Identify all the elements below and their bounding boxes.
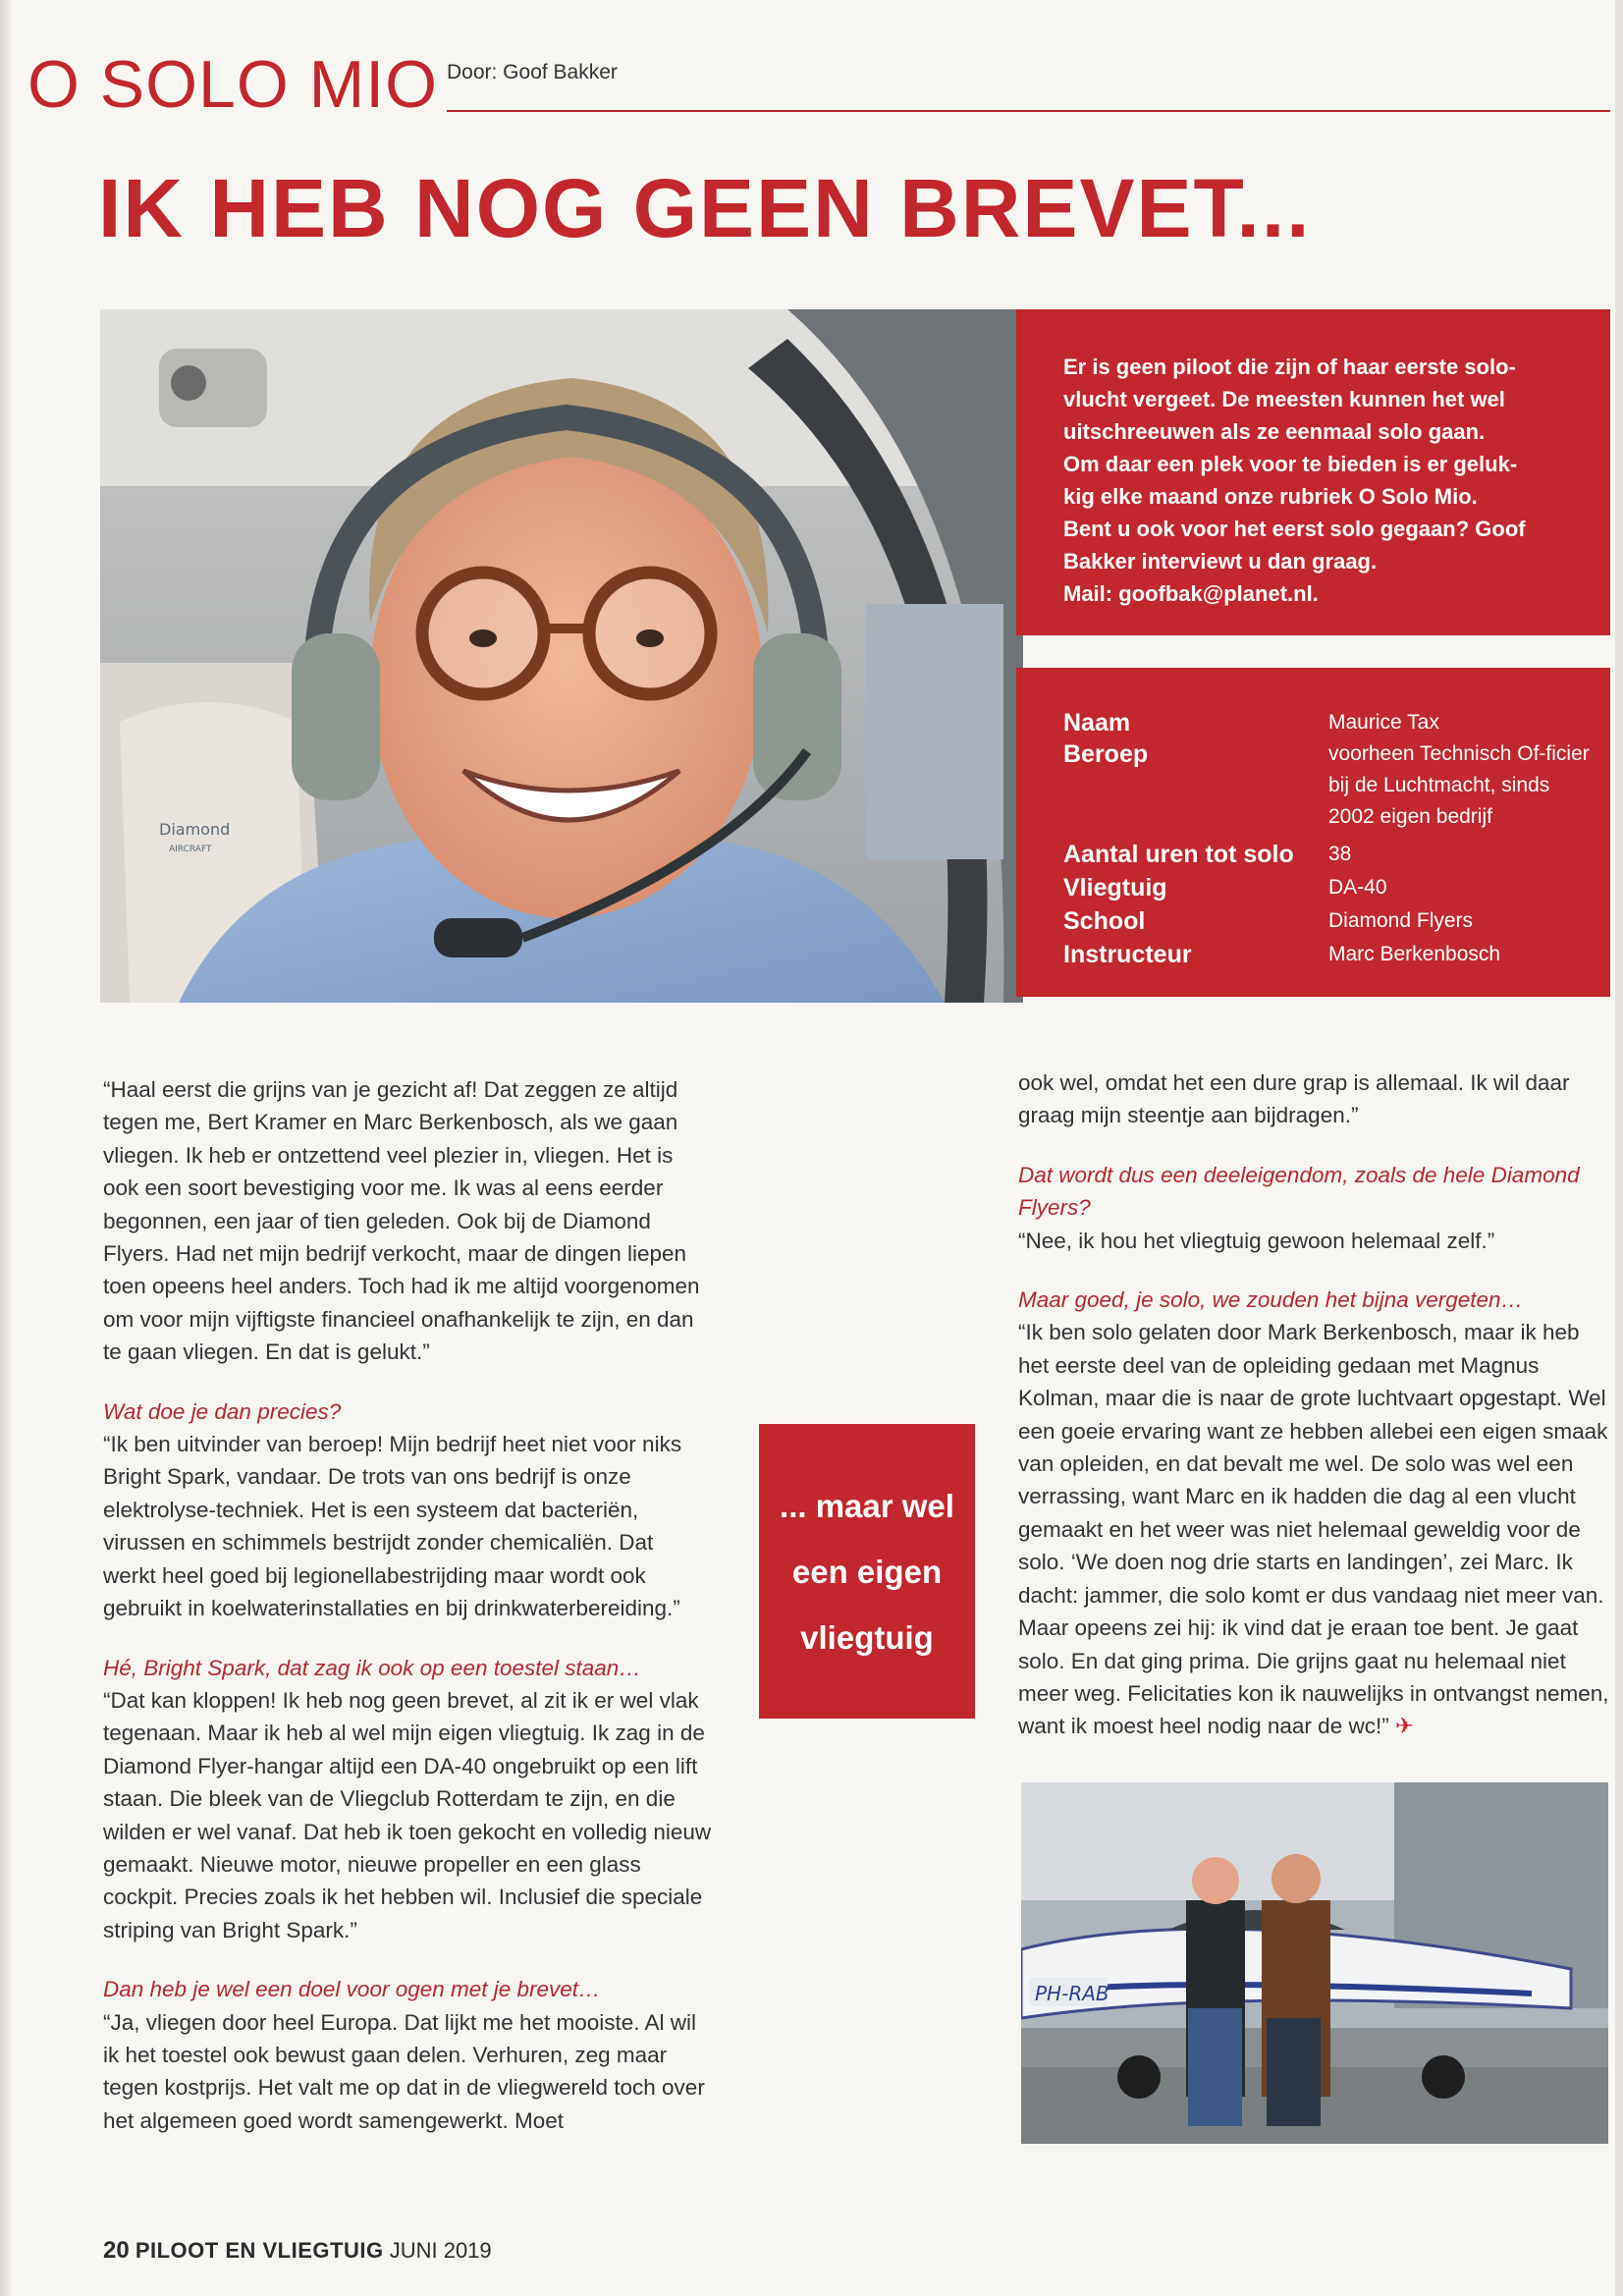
aircraft-handshake-illustration xyxy=(1021,1782,1608,2144)
intro-line: vlucht vergeet. De meesten kunnen het wel xyxy=(1063,387,1505,411)
intro-line: Er is geen piloot die zijn of haar eerste solo- xyxy=(1063,355,1516,379)
interview-question xyxy=(1018,1284,1612,1316)
article-column-left xyxy=(103,1073,712,2137)
page-edge-shadow xyxy=(1615,0,1623,2296)
paragraph-text: ook wel, omdat het een dure grap is allemaal. Ik wil daar graag mijn steentje aan bijdragen.” xyxy=(1018,1070,1570,1128)
interview-question xyxy=(103,1395,712,1428)
magazine-name: PILOOT EN VLIEGTUIG xyxy=(135,2238,384,2263)
paragraph-text: “Dat kan kloppen! Ik heb nog geen brevet, al zit ik er wel vlak tegenaan. Maar ik heb al wel mijn eigen vliegtuig. Ik zag in de Diamond Flyer-hangar altijd een DA-40 ongebruikt op een lift staan. Die bleek van de Vliegclub Rotterdam te zijn, en die wilden er wel vanaf. Dat heb ik toen gekocht en volledig nieuw gemaakt. Nieuwe motor, nieuwe propeller en een glass cockpit. Precies zoals ik het hebben wil. Inclusief die speciale striping van Bright Spark.” xyxy=(103,1687,712,1942)
fact-label: Vliegtuig xyxy=(1063,874,1167,902)
pull-quote-box xyxy=(759,1424,975,1719)
page-footer xyxy=(103,2237,492,2265)
page-gutter-shadow xyxy=(0,0,14,2296)
paragraph-text: Wat doe je dan precies? xyxy=(103,1398,342,1424)
interview-answer xyxy=(1018,1066,1612,1132)
fact-value: Maurice Tax xyxy=(1328,711,1439,734)
article-column-right xyxy=(1018,1066,1612,1743)
interview-question xyxy=(103,1973,712,2005)
intro-line: Om daar een plek voor te bieden is er geluk- xyxy=(1063,452,1518,476)
paragraph-gap xyxy=(103,1369,712,1395)
paragraph-text: “Nee, ik hou het vliegtuig gewoon helemaal zelf.” xyxy=(1018,1228,1495,1253)
header-rule xyxy=(447,110,1610,112)
intro-text xyxy=(1063,351,1584,610)
fact-label: School xyxy=(1063,907,1146,935)
fact-value: Diamond Flyers xyxy=(1328,909,1474,932)
article-end-plane-icon: ✈ xyxy=(1394,1714,1414,1739)
aircraft-registration: PH-RAB xyxy=(1035,1982,1109,2005)
seat-logo-subtext: AIRCRAFT xyxy=(169,845,212,854)
byline: Door: Goof Bakker xyxy=(447,61,618,83)
interview-question xyxy=(1018,1159,1612,1225)
fact-label: Beroep xyxy=(1063,740,1149,768)
fact-label: Aantal uren tot solo xyxy=(1063,841,1294,868)
paragraph-text: Dan heb je wel een doel voor ogen met je brevet… xyxy=(103,1977,601,2002)
paragraph-text: “Haal eerst die grijns van je gezicht af! Dat zeggen ze altijd tegen me, Bert Kramer en Marc Berkenbosch, als we gaan vliegen. Ik heb er ontzettend veel plezier in, vliegen. Het is ook een soort bevestiging voor me. Ik was al eens eerder begonnen, een jaar of tien geleden. Ook bij de Diamond Flyers. Had net mijn bedrijf verkocht, maar de dingen liepen toen opeens heel anders. Toch had ik me altijd voorgenomen om voor mijn vijftigste financieel onafhankelijk te zijn, en dan te gaan vliegen. En dat is gelukt.” xyxy=(103,1077,700,1365)
intro-line: Bakker interviewt u dan graag. xyxy=(1063,549,1378,574)
interview-answer xyxy=(103,1684,712,1946)
headline: IK HEB NOG GEEN BREVET... xyxy=(98,162,1312,254)
interview-question xyxy=(103,1652,712,1684)
intro-line: Mail: goofbak@planet.nl. xyxy=(1063,581,1319,606)
issue-date: JUNI 2019 xyxy=(389,2238,492,2263)
fact-label: Naam xyxy=(1063,709,1131,737)
paragraph-gap xyxy=(103,1946,712,1973)
fact-label: Instructeur xyxy=(1063,941,1192,968)
fact-value: Marc Berkenbosch xyxy=(1328,943,1501,965)
intro-line: Bent u ook voor het eerst solo gegaan? Goof xyxy=(1063,517,1526,541)
intro-box xyxy=(1016,309,1610,635)
pilot-facts-box xyxy=(1016,668,1610,997)
intro-line: kig elke maand onze rubriek O Solo Mio. xyxy=(1063,484,1478,509)
paragraph-gap xyxy=(103,1625,712,1652)
intro-line: uitschreeuwen als ze eenmaal solo gaan. xyxy=(1063,419,1486,444)
section-title: O SOLO MIO xyxy=(27,47,439,122)
pilot-cockpit-photo xyxy=(100,309,1023,1003)
page-number: 20 xyxy=(103,2237,130,2264)
paragraph-text: Maar goed, je solo, we zouden het bijna vergeten… xyxy=(1018,1287,1524,1313)
interview-answer xyxy=(103,1073,712,1369)
paragraph-text: Dat wordt dus een deeleigendom, zoals de hele Diamond Flyers? xyxy=(1018,1162,1580,1221)
fact-value: voorheen Technisch Of-ficier bij de Luchtmacht, sinds 2002 eigen bedrijf xyxy=(1328,742,1590,828)
interview-answer xyxy=(1018,1225,1612,1257)
paragraph-text: “Ja, vliegen door heel Europa. Dat lijkt me het mooiste. Al wil ik het toestel ook bewust gaan delen. Verhuren, zeg maar tegen kostprijs. Het valt me op dat in de vliegwereld toch over het algemeen goed wordt samengewerkt. Moet xyxy=(103,2009,705,2133)
fact-value: DA-40 xyxy=(1328,876,1387,899)
seat-logo-text: Diamond xyxy=(159,820,231,839)
paragraph-text: Hé, Bright Spark, dat zag ik ook op een toestel staan… xyxy=(103,1655,641,1680)
pilot-cockpit-illustration xyxy=(100,309,1023,1003)
paragraph-gap xyxy=(1018,1257,1612,1284)
pull-quote: ... maar wel een eigen vliegtuig xyxy=(780,1487,954,1656)
paragraph-gap xyxy=(1018,1132,1612,1159)
interview-answer xyxy=(103,2006,712,2138)
paragraph-text: “Ik ben solo gelaten door Mark Berkenbosch, maar ik heb het eerste deel van de opleiding gedaan met Magnus Kolman, maar die is naar de grote luchtvaart opgestapt. Wel een goeie ervaring want ze hebben allebei een eigen smaak van opleiden, en dat bevalt me wel. De solo was wel een verrassing, want Marc en ik hadden die dag al een vlucht gemaakt en het weer was niet helemaal geweldig voor de solo. ‘We doen nog drie starts en landingen’, zei Marc. Ik dacht: jammer, die solo komt er dus vandaag niet meer van. Maar opeens zei hij: ik vind dat je eraan toe bent. Je gaat solo. En dat ging prima. Die grijns gaat nu helemaal niet meer weg. Felicitaties kon ik nauwelijks in ontvangst nemen, want ik moest heel nodig naar de wc!” xyxy=(1018,1320,1609,1739)
interview-answer xyxy=(103,1428,712,1624)
paragraph-text: “Ik ben uitvinder van beroep! Mijn bedrijf heet niet voor niks Bright Spark, vandaar. De trots van ons bedrijf is onze elektrolyse-techniek. Het is een systeem dat bacteriën, virussen en schimmels bestrijdt zonder chemicaliën. Dat werkt heel goed bij legionellabestrijding maar wordt ook gebruikt in koelwaterinstallaties en bij drinkwaterbereiding.” xyxy=(103,1432,682,1621)
interview-answer xyxy=(1018,1316,1612,1742)
aircraft-handshake-photo xyxy=(1021,1782,1608,2144)
fact-value: 38 xyxy=(1328,843,1352,865)
